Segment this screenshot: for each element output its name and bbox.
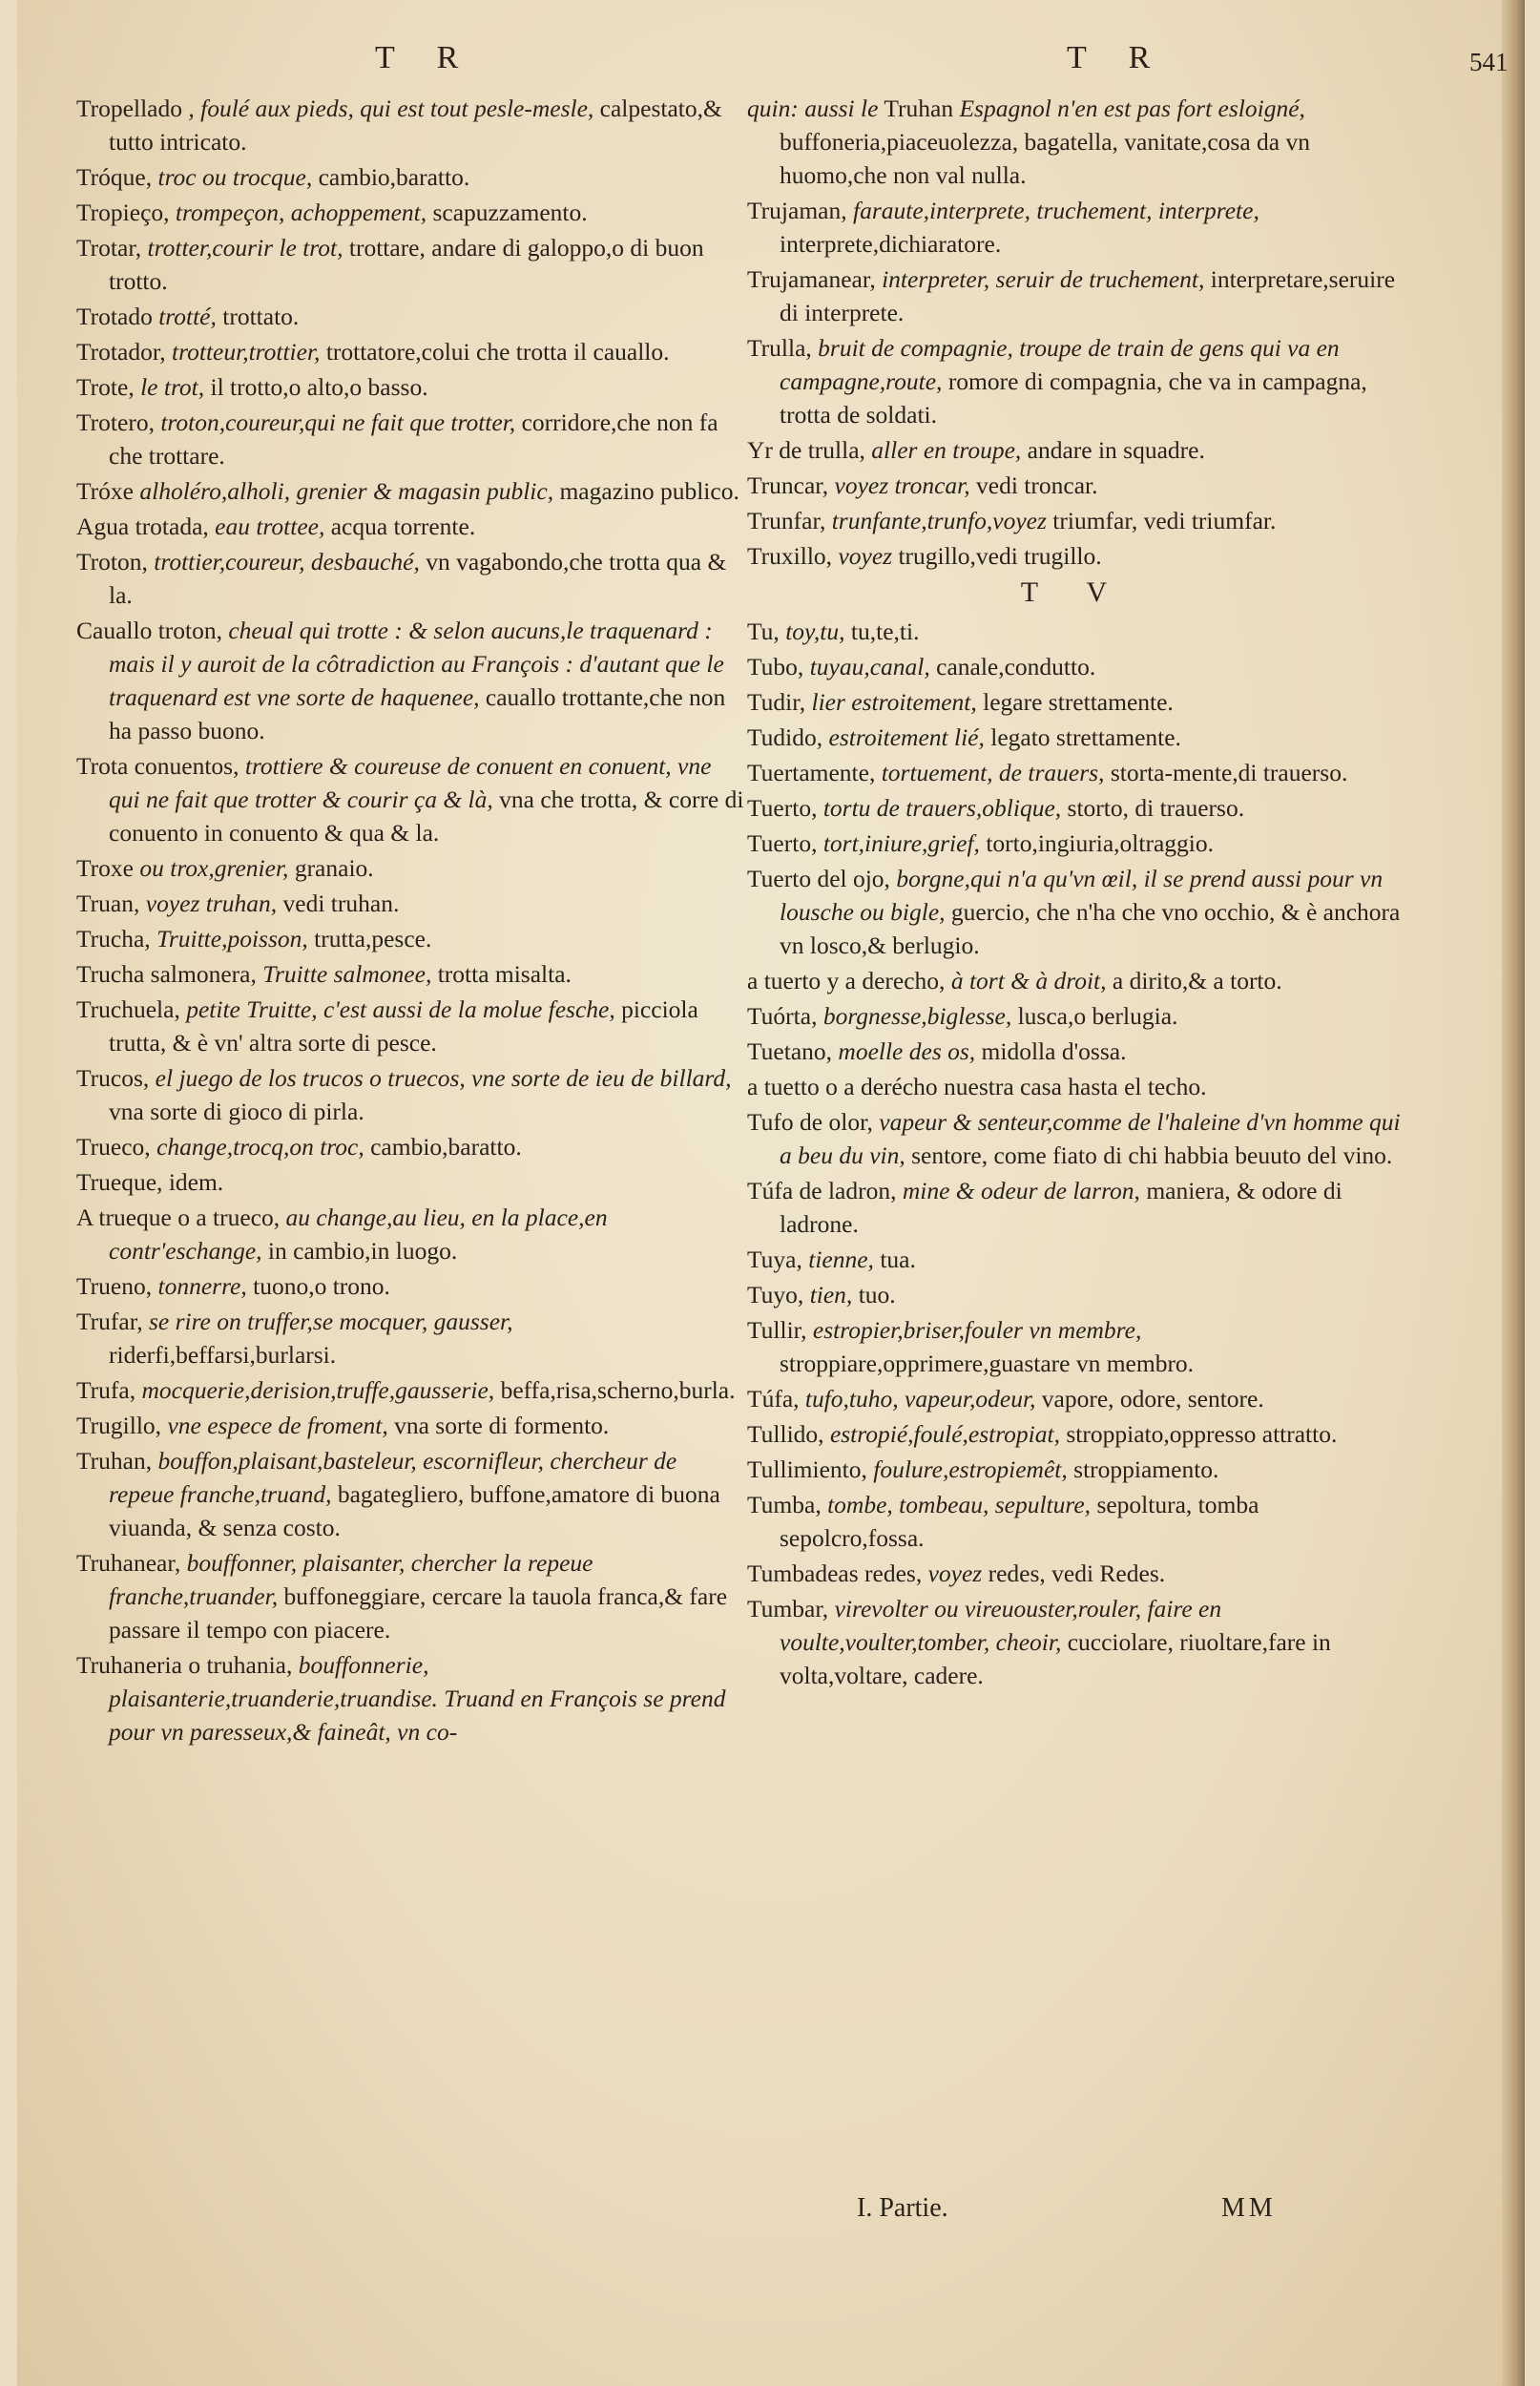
entry-italian-gloss: acqua torrente. [330, 513, 476, 540]
entry-headword: Trote, [76, 373, 135, 401]
dictionary-entry [747, 791, 1402, 825]
entry-italian-gloss: nuestra casa hasta el techo. [944, 1073, 1207, 1100]
entry-headword: A trueque o a trueco, [76, 1203, 281, 1231]
entry-italian-gloss: trugillo,vedi trugillo. [898, 542, 1102, 570]
entry-french-gloss: voyez truhan, [145, 890, 278, 917]
entry-italian-gloss: maniera, & odore di ladrone. [780, 1177, 1342, 1238]
dictionary-entry [747, 999, 1402, 1033]
entry-headword: Troton, [76, 548, 148, 576]
entry-italian-gloss: sepoltura, tomba sepolcro,fossa. [780, 1491, 1259, 1552]
entry-french-gloss: tort,iniure,grief, [822, 829, 980, 857]
entry-headword: Tróxe [76, 477, 134, 505]
entry-french-gloss: bouffonner, plaisanter, chercher la repeue franche,truander, [109, 1549, 593, 1610]
entry-headword: Tubo, [747, 653, 804, 680]
entry-french-gloss: tienne, [808, 1245, 874, 1273]
entry-french-gloss: trotter,courir le trot, [147, 234, 343, 262]
entry-french-gloss: bruit de compagnie, troupe de train de gens qui va en campagne,route, [780, 334, 1340, 395]
entry-headword: Truhaneria o truhania, [76, 1651, 293, 1679]
entry-french-gloss: faraute,interprete, truchement, interprete, [852, 197, 1259, 224]
entry-headword: Tropellado [76, 94, 182, 122]
entry-italian-gloss: storto, di trauerso. [1067, 794, 1245, 822]
dictionary-entry [747, 262, 1402, 329]
entry-headword: Tuertamente, [747, 759, 876, 786]
entry-french-gloss: vapeur & senteur,comme de l'haleine d'vn homme qui a beu du vin, [780, 1108, 1401, 1169]
dictionary-entry [76, 92, 744, 158]
dictionary-entry [747, 1488, 1402, 1555]
dictionary-entry [76, 196, 744, 229]
entry-italian-gloss: cambio,baratto. [318, 163, 470, 191]
entry-french-gloss: trottiere & coureuse de conuent en conuent, vne qui ne fait que trotter & courir ça & là, [109, 752, 712, 813]
entry-headword: Trunfar, [747, 507, 826, 534]
entry-headword: Truchuela, [76, 995, 180, 1023]
entry-headword: Trotador, [76, 338, 166, 366]
entry-italian-gloss: trotta misalta. [437, 960, 572, 988]
dictionary-entry [76, 1409, 744, 1442]
dictionary-entry [76, 231, 744, 298]
dictionary-entry [747, 539, 1402, 573]
dictionary-entry [747, 1035, 1402, 1068]
dictionary-entry [76, 851, 744, 885]
page-binding-edge [1502, 0, 1525, 2386]
entry-italian-gloss: buffoneria,piaceuolezza, bagatella, vanitate,cosa da vn huomo,che non val nulla. [780, 128, 1310, 189]
entry-italian-gloss: corridore,che non fa che trottare. [109, 408, 718, 470]
entry-french-gloss: change,trocq,on troc, [156, 1133, 364, 1161]
dictionary-entry [76, 1305, 744, 1371]
entry-headword: Tumbadeas redes, [747, 1559, 923, 1587]
entry-italian-gloss: canale,condutto. [936, 653, 1096, 680]
entry-french-gloss: à tort & à droit, [950, 967, 1107, 994]
entry-headword: Trujaman, [747, 197, 847, 224]
entry-italian-gloss: lusca,o berlugia. [1017, 1002, 1178, 1030]
entry-italian-gloss: stroppiato,oppresso attratto. [1066, 1420, 1338, 1448]
entry-headword: Tumba, [747, 1491, 822, 1518]
entry-italian-gloss: a dirito,& a torto. [1112, 967, 1282, 994]
entry-italian-gloss: midolla d'ossa. [981, 1037, 1127, 1065]
section-heading-tv: T V [1020, 576, 1129, 608]
entry-headword: Túfa, [747, 1385, 800, 1413]
entry-italian-gloss: vna sorte di formento. [394, 1412, 610, 1439]
entry-french-gloss: petite Truitte, c'est aussi de la molue fesche, [186, 995, 615, 1023]
entry-italian-gloss: bagategliero, buffone,amatore di buona viuanda, & senza costo. [109, 1480, 720, 1541]
entry-italian-gloss: guercio, che n'ha che vno occhio, & è anchora vn losco,& berlugio. [780, 898, 1401, 959]
dictionary-entry [76, 510, 744, 543]
dictionary-entry [76, 1130, 744, 1163]
entry-headword: Trucha salmonera, [76, 960, 257, 988]
entry-french-gloss: tien, [809, 1281, 853, 1308]
entry-french-gloss: vne espece de froment, [167, 1412, 388, 1439]
entry-french-gloss: estroitement lié, [828, 723, 985, 751]
page-number: 541 [1469, 48, 1509, 76]
entry-italian-gloss: il trotto,o alto,o basso. [210, 373, 428, 401]
entry-headword: Truhan, [76, 1447, 153, 1475]
entry-headword: a tuerto y a derecho, [747, 967, 946, 994]
right-column-tr-entries [747, 92, 1402, 573]
entry-french-gloss: troton,coureur,qui ne fait que trotter, [160, 408, 516, 436]
entry-headword: a tuetto o a derécho [747, 1073, 938, 1100]
entry-french-gloss: borgnesse,biglesse, [822, 1002, 1012, 1030]
entry-headword: Tuerto del ojo, [747, 865, 890, 892]
entry-french-gloss: tuyau,canal, [809, 653, 930, 680]
dictionary-entry [747, 1592, 1402, 1692]
entry-italian-gloss: sentore, come fiato di chi habbia beuuto del vino. [911, 1141, 1393, 1169]
entry-italian-gloss: triumfar, vedi triumfar. [1052, 507, 1277, 534]
entry-french-gloss: lier estroitement, [811, 688, 977, 716]
entry-french-gloss: interpreter, seruir de truchement, [882, 265, 1205, 293]
entry-headword: Tropieço, [76, 199, 170, 226]
entry-french-gloss: ou trox,grenier, [139, 854, 289, 882]
entry-italian-gloss: magazino publico. [559, 477, 739, 505]
dictionary-entry [747, 862, 1402, 962]
entry-italian-gloss: picciola trutta, & è vn' altra sorte di pesce. [109, 995, 698, 1057]
entry-italian-gloss: trottato. [222, 303, 300, 330]
entry-headword: Truxillo, [747, 542, 833, 570]
entry-french-gloss: troc ou trocque, [157, 163, 313, 191]
dictionary-entry [76, 614, 744, 747]
footer-signature-mark: MM [1221, 2193, 1277, 2223]
entry-headword: Trotar, [76, 234, 142, 262]
dictionary-entry [747, 685, 1402, 719]
dictionary-entry [76, 1269, 744, 1303]
entry-headword: Truncar, [747, 471, 829, 499]
dictionary-entry [76, 545, 744, 612]
entry-italian-gloss: granaio. [294, 854, 374, 882]
entry-italian-gloss: scapuzzamento. [432, 199, 588, 226]
entry-headword: Tufo de olor, [747, 1108, 873, 1136]
entry-italian-gloss: storta-mente,di trauerso. [1110, 759, 1348, 786]
entry-french-gloss: alholéro,alholi, grenier & magasin public, [139, 477, 554, 505]
dictionary-entry [747, 1278, 1402, 1311]
entry-italian-gloss: in cambio,in luogo. [267, 1237, 458, 1265]
entry-headword: Trueque, [76, 1168, 163, 1196]
entry-italian-gloss: vapore, odore, sentore. [1041, 1385, 1264, 1413]
entry-italian-gloss: tuo. [858, 1281, 896, 1308]
right-column-tv-entries [747, 615, 1402, 1692]
entry-french-gloss: virevolter ou vireuouster,rouler, faire en voulte,voulter,tomber, cheoir, [780, 1595, 1222, 1656]
entry-headword: Tullimiento, [747, 1455, 867, 1483]
dictionary-entry [747, 469, 1402, 502]
dictionary-entry [76, 922, 744, 955]
entry-italian-gloss: vedi truhan. [282, 890, 400, 917]
entry-french-gloss: eau trottee, [215, 513, 325, 540]
dictionary-entry [76, 406, 744, 472]
entry-french-gloss: trompeçon, achoppement, [175, 199, 427, 226]
entry-headword: Trufa, [76, 1376, 136, 1404]
dictionary-entry [76, 749, 744, 849]
dictionary-entry [76, 335, 744, 368]
entry-headword: Tróque, [76, 163, 153, 191]
entry-italian-gloss: tua. [880, 1245, 916, 1273]
entry-italian-gloss: interpretare,seruire di interprete. [780, 265, 1396, 326]
dictionary-entry [76, 1546, 744, 1646]
entry-french-gloss: voyez [838, 542, 893, 570]
dictionary-entry [76, 887, 744, 920]
entry-italian-gloss: stroppiare,opprimere,guastare vn membro. [780, 1350, 1195, 1377]
entry-french-gloss: aller en troupe, [871, 436, 1022, 464]
dictionary-entry [76, 1165, 744, 1199]
running-head-right: T R [1067, 40, 1168, 75]
dictionary-entry [747, 1417, 1402, 1451]
dictionary-entry [747, 1105, 1402, 1172]
entry-headword: Tuya, [747, 1245, 802, 1273]
dictionary-entry [747, 756, 1402, 789]
dictionary-entry [747, 1382, 1402, 1415]
entry-french-gloss: tortuement, de trauers, [881, 759, 1105, 786]
entry-french-gloss: le trot, [140, 373, 205, 401]
entry-french-gloss: trottier,coureur, desbauché, [154, 548, 420, 576]
entry-french-gloss: mine & odeur de larron, [902, 1177, 1140, 1204]
entry-french-gloss: tufo,tuho, vapeur,odeur, [804, 1385, 1036, 1413]
dictionary-entry [747, 1174, 1402, 1241]
dictionary-entry [747, 331, 1402, 431]
entry-headword: Tumbar, [747, 1595, 829, 1622]
dictionary-entry [76, 1061, 744, 1128]
entry-headword: Trugillo, [76, 1412, 162, 1439]
entry-french-gloss: mocquerie,derision,truffe,gausserie, [141, 1376, 495, 1404]
entry-french-gloss: trotté, [158, 303, 217, 330]
entry-headword: Trota conuentos, [76, 752, 239, 780]
dictionary-entry [76, 1373, 744, 1407]
entry-italian-gloss: cambio,baratto. [370, 1133, 522, 1161]
entry-headword: Trucha, [76, 925, 151, 952]
entry-headword: Troxe [76, 854, 134, 882]
dictionary-entry [747, 1243, 1402, 1276]
entry-italian-gloss: redes, vedi Redes. [988, 1559, 1166, 1587]
entry-italian-gloss: buffoneggiare, cercare la tauola franca,& fare passare il tempo con piacere. [109, 1582, 728, 1643]
entry-headword: Tu, [747, 617, 780, 645]
entry-french-gloss: tombe, tombeau, sepulture, [827, 1491, 1092, 1518]
footer-part-label: I. Partie. [857, 2193, 948, 2223]
entry-french-gloss: toy,tu, [785, 617, 845, 645]
entry-french-gloss: se rire on truffer,se mocquer, gausser, [148, 1308, 513, 1335]
entry-headword: Tuerto, [747, 829, 818, 857]
entry-italian-gloss: interprete,dichiaratore. [780, 230, 1002, 258]
entry-headword: Truhanear, [76, 1549, 181, 1577]
dictionary-entry [747, 433, 1402, 467]
entry-headword: Tuórta, [747, 1002, 818, 1030]
entry-french-gloss: cheual qui trotte : & selon aucuns,le traquenard : mais il y auroit de la côtradiction au François : d'autant que le traquenard est vne sorte de haquenee, [109, 617, 724, 711]
entry-french-gloss: quin: aussi le [747, 94, 879, 122]
entry-french-gloss: estropier,briser,fouler vn membre, [812, 1316, 1142, 1344]
entry-french-gloss: tortu de trauers,oblique, [822, 794, 1062, 822]
dictionary-entry [747, 615, 1402, 648]
entry-french-gloss: bouffon,plaisant,basteleur, escornifleur, chercheur de repeue franche,truand, [109, 1447, 677, 1508]
dictionary-entry [76, 370, 744, 404]
entry-italian-gloss: riderfi,beffarsi,burlarsi. [109, 1341, 337, 1369]
entry-french-gloss: estropié,foulé,estropiat, [829, 1420, 1060, 1448]
entry-french-gloss: bouffonnerie, plaisanterie,truanderie,truandise. Truand en François se prend pour vn paresseux,& faineât, vn co- [109, 1651, 726, 1746]
dictionary-entry [76, 300, 744, 333]
right-column [747, 92, 1402, 1694]
dictionary-entry [747, 827, 1402, 860]
entry-headword: Truan, [76, 890, 140, 917]
entry-headword: Trucos, [76, 1064, 150, 1092]
dictionary-entry [76, 474, 744, 508]
entry-italian-gloss: cauallo trottante,che non ha passo buono. [109, 683, 726, 744]
entry-italian-gloss: vn vagabondo,che trotta qua & la. [109, 548, 727, 609]
entry-french-gloss: , foulé aux pieds, qui est tout pesle-mesle, [188, 94, 594, 122]
entry-italian-gloss: cucciolare, riuoltare,fare in volta,voltare, cadere. [780, 1628, 1331, 1689]
entry-headword: Cauallo troton, [76, 617, 222, 644]
dictionary-entry [76, 1444, 744, 1544]
entry-italian-gloss: vna che trotta, & corre di conuento in conuento & qua & la. [109, 785, 744, 847]
entry-italian-gloss: calpestato,& tutto intricato. [109, 94, 722, 156]
entry-headword: Tullir, [747, 1316, 807, 1344]
entry-headword: Tuyo, [747, 1281, 804, 1308]
entry-headword: Tuerto, [747, 794, 818, 822]
entry-french-gloss: borgne,qui n'a qu'vn œil, il se prend aussi pour vn lousche ou bigle, [780, 865, 1384, 926]
entry-french-gloss: trotteur,trottier, [172, 338, 321, 366]
entry-italian-gloss: vedi troncar. [976, 471, 1098, 499]
entry-italian-gloss: trutta,pesce. [314, 925, 432, 952]
entry-headword: Tudir, [747, 688, 806, 716]
entry-headword: Tuetano, [747, 1037, 833, 1065]
entry-italian-gloss: andare in squadre. [1027, 436, 1205, 464]
entry-french-gloss: Truitte salmonee, [262, 960, 432, 988]
entry-headword: Trujamanear, [747, 265, 876, 293]
entry-headword: Trueco, [76, 1133, 151, 1161]
dictionary-entry [747, 964, 1402, 997]
entry-french-gloss: tonnerre, [157, 1272, 247, 1300]
dictionary-entry [76, 160, 744, 194]
dictionary-entry [747, 650, 1402, 683]
entry-headword: Agua trotada, [76, 513, 209, 540]
entry-italian-gloss: trottare, andare di galoppo,o di buon trotto. [109, 234, 704, 295]
entry-french-gloss: foulure,estropiemêt, [873, 1455, 1068, 1483]
dictionary-entry [747, 1070, 1402, 1103]
dictionary-entry [747, 194, 1402, 261]
left-column [76, 92, 744, 1750]
dictionary-entry [747, 1453, 1402, 1486]
dictionary-entry [76, 993, 744, 1059]
entry-headword: Yr de trulla, [747, 436, 865, 464]
entry-italian-gloss: legato strettamente. [990, 723, 1181, 751]
entry-italian-gloss: stroppiamento. [1073, 1455, 1219, 1483]
dictionary-page [17, 0, 1525, 2386]
entry-italian-gloss: Truhan [884, 94, 954, 122]
entry-headword: Tudido, [747, 723, 823, 751]
dictionary-entry [747, 1557, 1402, 1590]
running-head-left: T R [375, 40, 476, 75]
entry-headword: Trotero, [76, 408, 155, 436]
entry-italian-gloss: tu,te,ti. [850, 617, 920, 645]
dictionary-entry [76, 957, 744, 991]
entry-french-gloss: trunfante,trunfo,voyez [831, 507, 1047, 534]
entry-headword: Trufar, [76, 1308, 143, 1335]
entry-headword: Trotado [76, 303, 153, 330]
entry-headword: Tullido, [747, 1420, 824, 1448]
entry-italian-gloss: romore di compagnia, che va in campagna, trotta de soldati. [780, 367, 1367, 429]
dictionary-entry [747, 504, 1402, 537]
entry-italian-gloss: idem. [168, 1168, 224, 1196]
running-head [17, 40, 1525, 97]
entry-french-gloss: el juego de los trucos o truecos, vne sorte de ieu de billard, [155, 1064, 732, 1092]
entry-french-gloss: moelle des os, [838, 1037, 976, 1065]
entry-italian-gloss: vna sorte di gioco di pirla. [109, 1098, 364, 1125]
entry-headword: Trueno, [76, 1272, 153, 1300]
entry-headword: Trulla, [747, 334, 812, 362]
dictionary-entry [76, 1648, 744, 1748]
entry-french-gloss: Espagnol n'en est pas fort esloigné, [959, 94, 1305, 122]
entry-french-gloss: au change,au lieu, en la place,en contr'eschange, [109, 1203, 608, 1265]
entry-italian-gloss: beffa,risa,scherno,burla. [500, 1376, 736, 1404]
entry-french-gloss: voyez [927, 1559, 983, 1587]
entry-italian-gloss: trottatore,colui che trotta il cauallo. [325, 338, 670, 366]
dictionary-entry [76, 1201, 744, 1267]
entry-french-gloss: voyez troncar, [834, 471, 970, 499]
entry-headword: Túfa de ladron, [747, 1177, 897, 1204]
entry-french-gloss: Truitte,poisson, [156, 925, 308, 952]
page-footer [17, 2193, 1525, 2231]
entry-italian-gloss: tuono,o trono. [253, 1272, 390, 1300]
dictionary-entry [747, 721, 1402, 754]
dictionary-entry [747, 92, 1402, 192]
entry-italian-gloss: legare strettamente. [983, 688, 1174, 716]
dictionary-entry [747, 1313, 1402, 1380]
entry-italian-gloss: torto,ingiuria,oltraggio. [986, 829, 1214, 857]
